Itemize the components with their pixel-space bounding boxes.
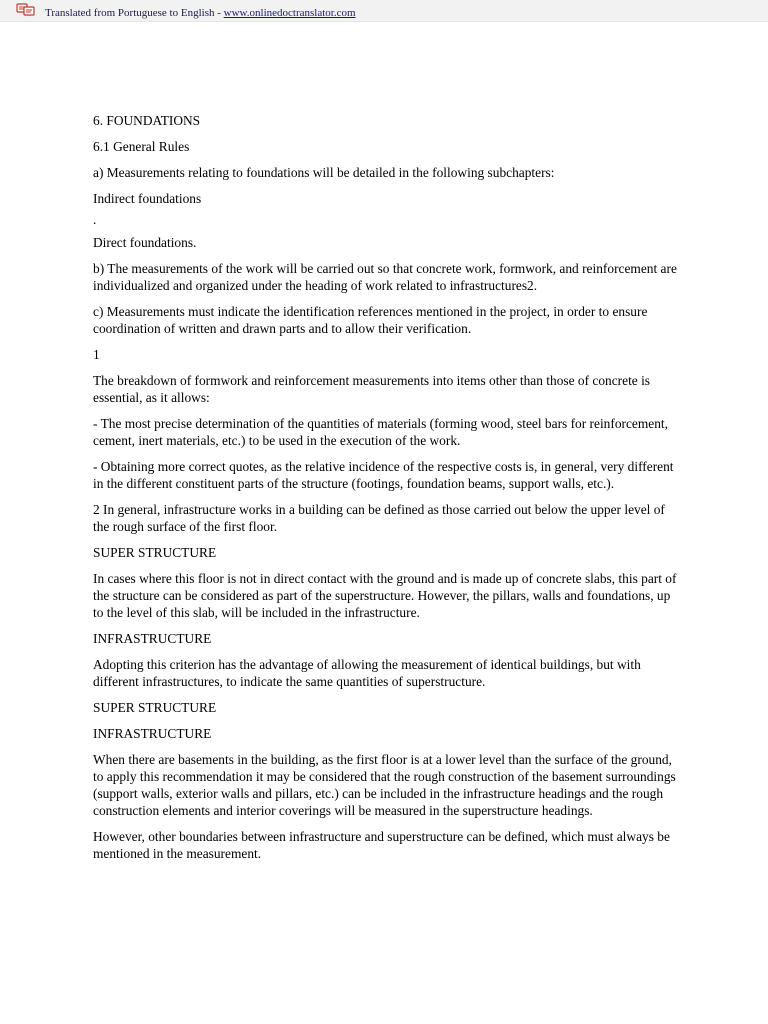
banner-prefix: Translated from Portuguese to English - <box>45 7 224 19</box>
footnote-paragraph: 2 In general, infrastructure works in a building can be defined as those carried out below the upper level of the rough surface of the first floor. <box>93 502 665 534</box>
paragraph: When there are basements in the building, as the first floor is at a lower level than the surface of the ground, to apply this recommendation it may be considered that the rough construction of the basement surroundings (support walls, exterior walls and pillars, etc.) can be included in the infrastructure headings and the rough construction elements and interior coverings will be measured in the superstructure headings. <box>93 752 676 818</box>
paragraph: However, other boundaries between infrastructure and superstructure can be defined, which must always be mentioned in the measurement. <box>93 829 670 861</box>
label-heading: INFRASTRUCTURE <box>93 726 212 741</box>
section-heading: 6. FOUNDATIONS <box>93 113 201 128</box>
translate-icon <box>16 3 36 17</box>
paragraph: The breakdown of formwork and reinforcement measurements into items other than those of concrete is essential, as it allows: <box>93 373 651 405</box>
paragraph: b) The measurements of the work will be carried out so that concrete work, formwork, and reinforcement are individualized and organized under the heading of work related to infrastructures2. <box>93 261 677 293</box>
banner-text <box>45 6 356 20</box>
paragraph: Direct foundations. <box>93 235 197 250</box>
translator-link[interactable]: www.onlinedoctranslator.com <box>223 7 356 19</box>
label-heading: SUPER STRUCTURE <box>93 545 217 560</box>
paragraph: . <box>93 212 97 227</box>
paragraph: c) Measurements must indicate the identification references mentioned in the project, in order to ensure coordination of written and drawn parts and to allow their verification. <box>93 304 648 336</box>
document-body <box>93 112 683 871</box>
paragraph: Indirect foundations <box>93 191 202 206</box>
translation-banner <box>0 0 768 22</box>
paragraph: Adopting this criterion has the advantage of allowing the measurement of identical buildings, but with different infrastructures, to indicate the same quantities of superstructure. <box>93 657 641 689</box>
label-heading: SUPER STRUCTURE <box>93 700 217 715</box>
label-heading: INFRASTRUCTURE <box>93 631 212 646</box>
subsection-heading: 6.1 General Rules <box>93 139 190 154</box>
footnote-marker: 1 <box>93 347 100 362</box>
list-item: - Obtaining more correct quotes, as the relative incidence of the respective costs is, in general, very different in the different constituent parts of the structure (footings, foundation beams, support walls, etc.). <box>93 459 674 491</box>
paragraph: a) Measurements relating to foundations will be detailed in the following subchapters: <box>93 165 555 180</box>
paragraph: In cases where this floor is not in direct contact with the ground and is made up of concrete slabs, this part of the structure can be considered as part of the superstructure. However, the pillars, walls and foundations, up to the level of this slab, will be included in the infrastructure. <box>93 571 677 620</box>
list-item: - The most precise determination of the quantities of materials (forming wood, steel bars for reinforcement, cement, inert materials, etc.) to be used in the execution of the work. <box>93 416 668 448</box>
